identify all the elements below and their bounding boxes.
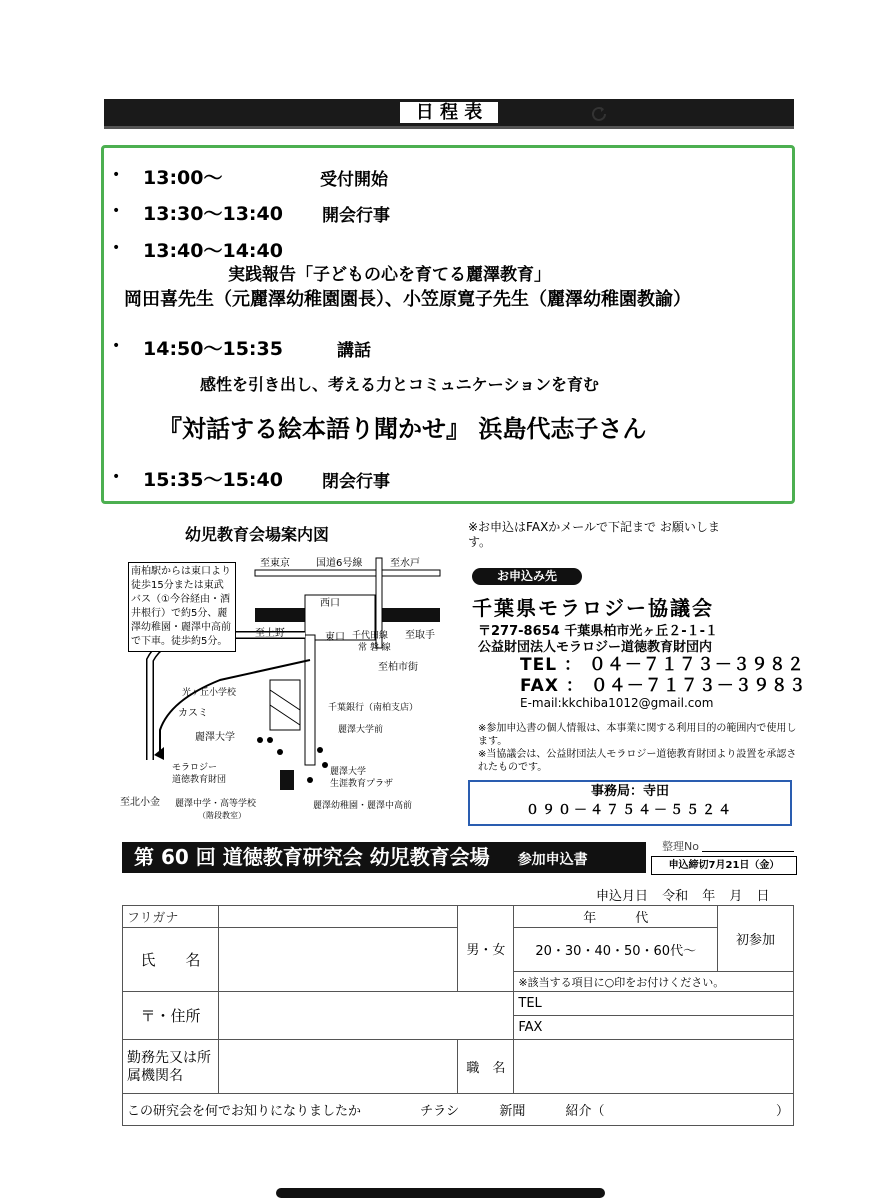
map-label: 生涯教育プラザ [330, 779, 394, 789]
schedule-label-2: 開会行事 [322, 206, 390, 226]
map-label: （階段教室） [198, 811, 246, 820]
deadline-badge: 申込締切7月21日（金） [651, 856, 797, 875]
map-label: 麗澤大学前 [338, 725, 384, 735]
schedule-time-2: 13:30～13:40 [143, 203, 283, 225]
gender-field[interactable]: 男・女 [458, 906, 514, 992]
bullet: • [112, 338, 121, 354]
privacy-footnote: ※参加申込書の個人情報は、本事業に関する利用目的の範囲内で使用します。 ※当協議会は、公益財団法人モラロジー道徳教育財団より設置を承認されたものです。 [478, 723, 797, 773]
banner-underline [104, 126, 794, 129]
address-field[interactable] [218, 992, 513, 1040]
map-label: 常 磐 線 [358, 643, 391, 653]
map-label: 西口 [320, 598, 340, 609]
fax-field[interactable]: FAX [514, 1016, 794, 1040]
age-header: 年 代 [514, 906, 718, 928]
report-speakers: 岡田喜先生（元麗澤幼稚園園長）、小笠原寛子先生（麗澤幼稚園教諭） [124, 289, 691, 310]
map-label: モラロジー [172, 763, 218, 773]
bullet: • [112, 203, 121, 219]
organizer-address: 〒277-8654 千葉県柏市光ヶ丘２-１-１ 公益財団法人モラロジー道徳教育財団内 [478, 624, 719, 655]
schedule-time-3: 13:40～14:40 [143, 240, 283, 262]
map-label: 至柏市街 [378, 662, 418, 673]
position-label: 職 名 [458, 1040, 514, 1094]
registration-number-line [702, 851, 794, 852]
map-label: 至北小金 [120, 797, 160, 808]
map-label: 道徳教育財団 [172, 775, 227, 785]
age-note: ※該当する項目に○印をお付けください。 [514, 972, 794, 992]
map-label: 東口 [325, 632, 345, 643]
map-access-note: 南柏駅からは東口より徒歩15分または東武バス（①今谷経由・酒井根行）で約5分、麗澤幼稚園・麗澤中高前で下車。徒歩約5分。 [128, 562, 236, 652]
map-label: カスミ [178, 708, 208, 719]
schedule-label-5: 閉会行事 [322, 472, 390, 492]
map-label: 麗澤幼稚園・麗澤中高前 [313, 801, 413, 811]
map-label: 麗澤大学 [195, 732, 235, 743]
address-label: 〒・住所 [123, 992, 219, 1040]
name-label: 氏 名 [123, 928, 219, 992]
form-title: 第 60 回 道徳教育研究会 幼児教育会場 参加申込書 [122, 842, 646, 873]
application-form [122, 905, 794, 1126]
organizer-name: 千葉県モラロジー協議会 [472, 596, 714, 620]
tel-field[interactable]: TEL [514, 992, 794, 1016]
report-title: 実践報告「子どもの心を育てる麗澤教育」 [228, 265, 551, 285]
map-label: 千葉銀行（南柏支店） [328, 703, 419, 713]
furigana-label: フリガナ [123, 906, 219, 928]
schedule-time-4: 14:50～15:35 [143, 338, 283, 360]
foundation-building [280, 770, 294, 790]
schedule-label-1: 受付開始 [320, 170, 388, 190]
schedule-time-1: 13:00～ [143, 167, 223, 189]
apply-notice: ※お申込はFAXかメールで下記まで お願いします。 [468, 520, 720, 549]
workplace-field[interactable] [218, 1040, 458, 1094]
position-field[interactable] [514, 1040, 794, 1094]
map-label: 光ヶ丘小学校 [182, 688, 237, 698]
furigana-field[interactable] [218, 906, 458, 928]
contact-email[interactable]: E-mail:kkchiba1012@gmail.com [520, 696, 714, 710]
lecture-title: 『対話する絵本語り聞かせ』 浜島代志子さん [158, 415, 647, 443]
map-label: 至上野 [255, 628, 285, 639]
bullet: • [112, 167, 121, 183]
map-label: 麗澤大学 [330, 767, 367, 777]
map-label: 至水戸 [390, 558, 420, 569]
map-label: 国道6号線 [316, 558, 363, 569]
contact-phones: TEL ： ０４－７１７３－３９８２ FAX ： ０４－７１７３－３９８３ [520, 655, 807, 696]
home-indicator[interactable] [276, 1188, 605, 1198]
apply-badge: お申込み先 [472, 568, 582, 585]
office-contact-box: 事務局：寺田 ０９０－４７５４－５５２４ [468, 780, 792, 826]
map-label: 至東京 [260, 558, 290, 569]
age-options[interactable]: 20・30・40・50・60代～ [514, 928, 718, 972]
schedule-time-5: 15:35～15:40 [143, 469, 283, 491]
workplace-label: 勤務先又は所属機関名 [123, 1040, 219, 1094]
schedule-label-4: 講話 [337, 341, 371, 361]
application-date: 申込月日 令和 年 月 日 [596, 889, 770, 904]
lecture-subtitle: 感性を引き出し、考える力とコミュニケーションを育む [200, 375, 600, 394]
map-label: 麗澤中学・高等学校 [175, 799, 257, 809]
page-title: 日 程 表 [104, 99, 794, 126]
first-time-field[interactable]: 初参加 [718, 906, 794, 972]
how-known-row[interactable]: この研究会を何でお知りになりましたか チラシ 新聞 紹介（ ） [123, 1094, 794, 1126]
bullet: • [112, 469, 121, 485]
map-label: 至取手 [405, 630, 435, 641]
registration-number-label: 整理No [662, 840, 699, 853]
bullet: • [112, 240, 121, 256]
map-label: 千代田線 [352, 631, 389, 641]
station-label: 南 柏 [318, 610, 344, 623]
name-field[interactable] [218, 928, 458, 992]
refresh-icon[interactable] [588, 103, 610, 125]
map-title: 幼児教育会場案内図 [185, 525, 330, 544]
